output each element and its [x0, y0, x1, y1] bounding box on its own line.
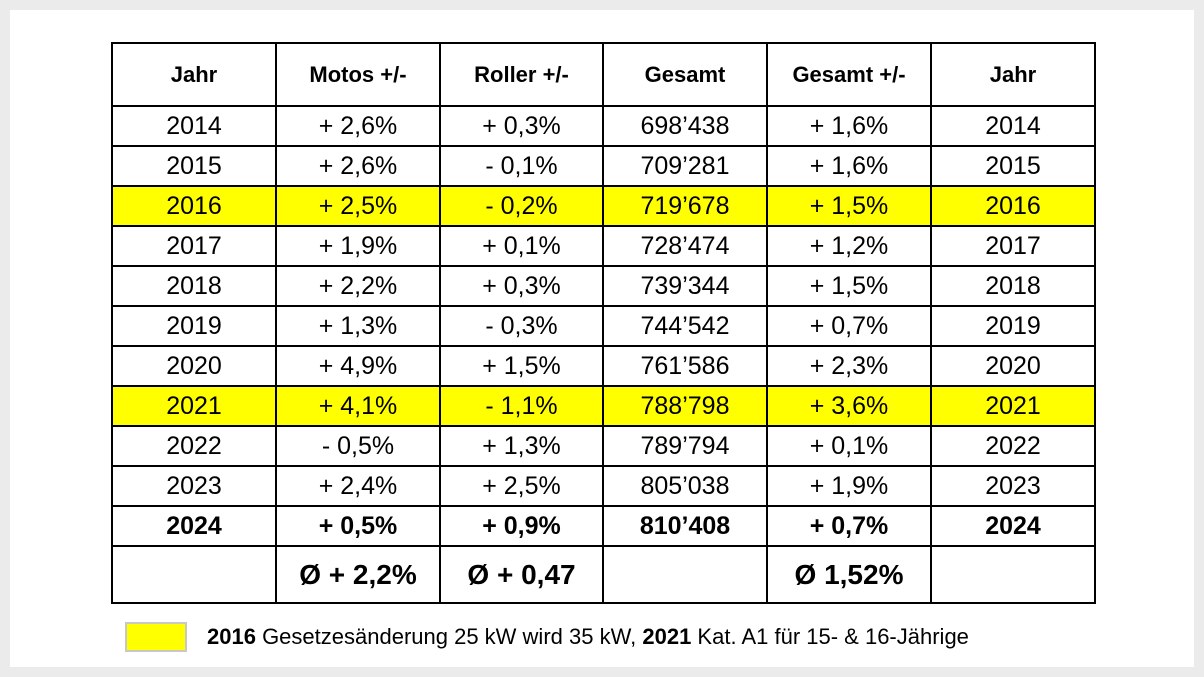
average-cell	[112, 546, 276, 603]
table-cell: 2019	[931, 306, 1095, 346]
column-header: Jahr	[112, 43, 276, 106]
table-cell: + 2,4%	[276, 466, 440, 506]
table-cell: 2016	[931, 186, 1095, 226]
table-cell: - 0,2%	[440, 186, 603, 226]
table-cell: 2015	[112, 146, 276, 186]
table-cell: + 1,6%	[767, 106, 931, 146]
column-header: Gesamt +/-	[767, 43, 931, 106]
table-cell: 739’344	[603, 266, 767, 306]
table-cell: 2015	[931, 146, 1095, 186]
table-cell: 2019	[112, 306, 276, 346]
table-cell: 2021	[931, 386, 1095, 426]
table-cell: 2017	[931, 226, 1095, 266]
legend-text-part2: Kat. A1 für 15- & 16-Jährige	[691, 624, 969, 649]
column-header: Jahr	[931, 43, 1095, 106]
slide	[10, 10, 1194, 667]
table-cell: 788’798	[603, 386, 767, 426]
table-cell: + 1,5%	[767, 186, 931, 226]
table-cell: 698’438	[603, 106, 767, 146]
legend-year-2016: 2016	[207, 624, 256, 649]
table-cell: - 0,1%	[440, 146, 603, 186]
table-cell: + 1,6%	[767, 146, 931, 186]
header-row	[112, 43, 1095, 106]
table-cell: + 0,5%	[276, 506, 440, 546]
column-header: Roller +/-	[440, 43, 603, 106]
average-cell: Ø 1,52%	[767, 546, 931, 603]
table-row	[112, 226, 1095, 266]
table-row	[112, 266, 1095, 306]
table-row	[112, 386, 1095, 426]
table-cell: + 0,3%	[440, 266, 603, 306]
table-row	[112, 186, 1095, 226]
table-cell: 761’586	[603, 346, 767, 386]
table-cell: + 4,9%	[276, 346, 440, 386]
table-cell: + 0,7%	[767, 506, 931, 546]
table-cell: 2024	[112, 506, 276, 546]
statistics-table	[111, 42, 1096, 604]
table-cell: + 2,6%	[276, 106, 440, 146]
average-cell: Ø + 2,2%	[276, 546, 440, 603]
table-row	[112, 306, 1095, 346]
table-cell: + 2,5%	[440, 466, 603, 506]
table-cell: 2020	[931, 346, 1095, 386]
table-cell: 2018	[112, 266, 276, 306]
table-cell: + 1,3%	[276, 306, 440, 346]
column-header: Motos +/-	[276, 43, 440, 106]
table-cell: 2014	[931, 106, 1095, 146]
table-cell: 2024	[931, 506, 1095, 546]
table-row	[112, 466, 1095, 506]
legend-swatch	[125, 622, 187, 652]
legend-text	[207, 624, 969, 650]
table-cell: 2023	[112, 466, 276, 506]
table-cell: 728’474	[603, 226, 767, 266]
table-cell: 2017	[112, 226, 276, 266]
table-cell: 2020	[112, 346, 276, 386]
table-cell: 805’038	[603, 466, 767, 506]
table-cell: + 2,5%	[276, 186, 440, 226]
table-cell: + 1,5%	[767, 266, 931, 306]
table-row	[112, 506, 1095, 546]
average-cell: Ø + 0,47	[440, 546, 603, 603]
table-row	[112, 426, 1095, 466]
table-cell: 2022	[931, 426, 1095, 466]
table-cell: + 2,2%	[276, 266, 440, 306]
table-cell: 2023	[931, 466, 1095, 506]
table-cell: 810’408	[603, 506, 767, 546]
table-cell: + 2,6%	[276, 146, 440, 186]
table-row	[112, 106, 1095, 146]
table-cell: + 1,5%	[440, 346, 603, 386]
legend-text-part1: Gesetzesänderung 25 kW wird 35 kW,	[255, 624, 643, 649]
table-cell: + 3,6%	[767, 386, 931, 426]
table-cell: 744’542	[603, 306, 767, 346]
average-cell	[931, 546, 1095, 603]
table-cell: + 1,3%	[440, 426, 603, 466]
table-cell: + 0,1%	[767, 426, 931, 466]
average-row	[112, 546, 1095, 603]
average-cell	[603, 546, 767, 603]
table-row	[112, 346, 1095, 386]
table-cell: 2016	[112, 186, 276, 226]
table-cell: 2018	[931, 266, 1095, 306]
table-cell: + 0,3%	[440, 106, 603, 146]
column-header: Gesamt	[603, 43, 767, 106]
table-cell: - 1,1%	[440, 386, 603, 426]
table-cell: - 0,5%	[276, 426, 440, 466]
table-cell: 789’794	[603, 426, 767, 466]
table-cell: + 2,3%	[767, 346, 931, 386]
table-cell: + 1,9%	[767, 466, 931, 506]
table-cell: 2014	[112, 106, 276, 146]
table-cell: + 0,9%	[440, 506, 603, 546]
table-cell: - 0,3%	[440, 306, 603, 346]
table-cell: 709’281	[603, 146, 767, 186]
table-row	[112, 146, 1095, 186]
table-body	[112, 106, 1095, 603]
table-cell: 2021	[112, 386, 276, 426]
table-cell: + 0,7%	[767, 306, 931, 346]
legend	[125, 622, 969, 652]
legend-year-2021: 2021	[642, 624, 692, 649]
table-cell: + 4,1%	[276, 386, 440, 426]
table-cell: 719’678	[603, 186, 767, 226]
table-cell: + 0,1%	[440, 226, 603, 266]
table-cell: + 1,2%	[767, 226, 931, 266]
table-cell: + 1,9%	[276, 226, 440, 266]
table-cell: 2022	[112, 426, 276, 466]
